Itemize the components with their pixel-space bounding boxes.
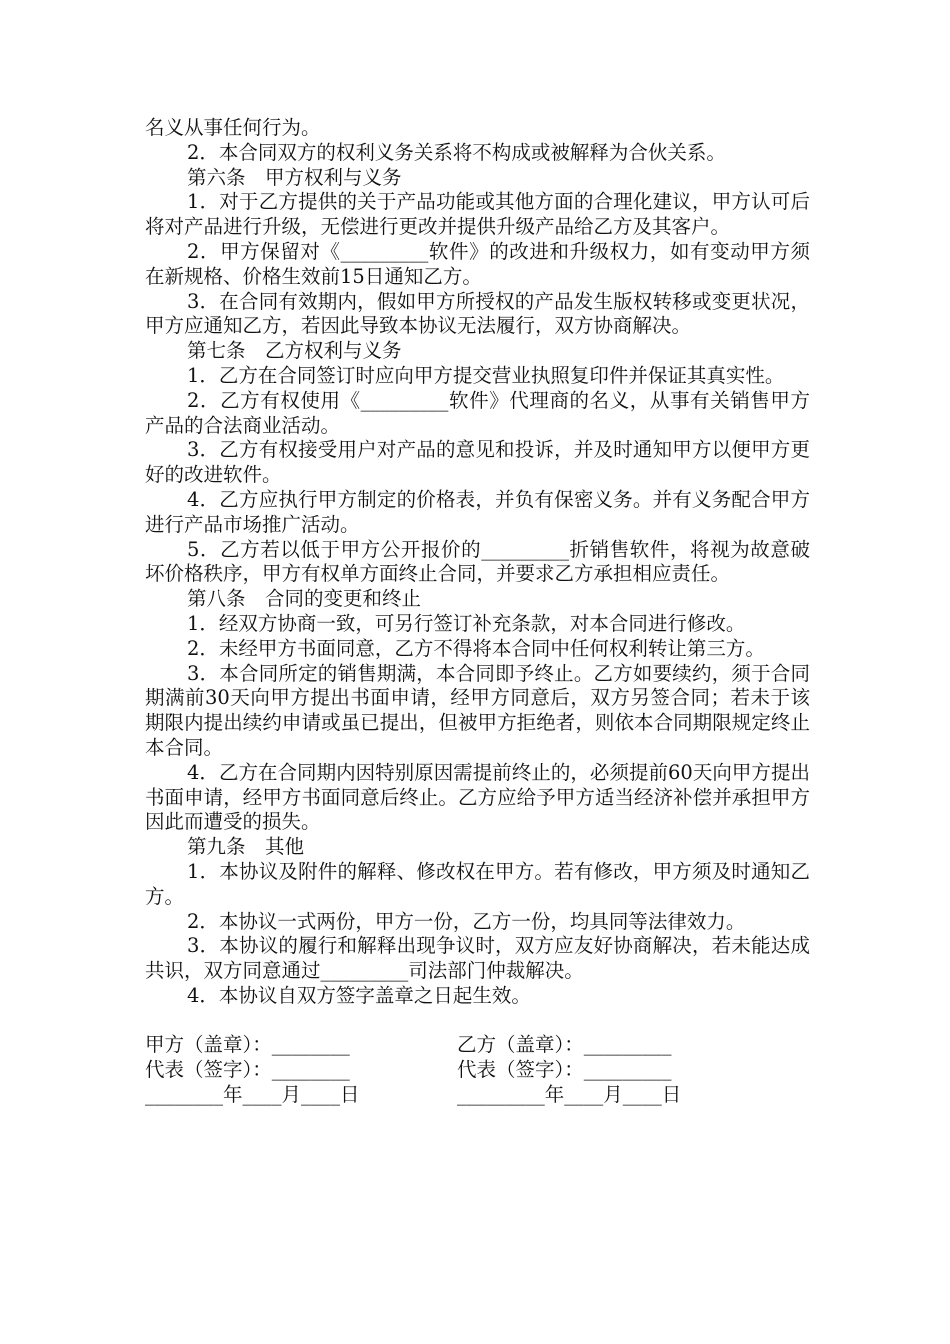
paragraph: 2．甲方保留对《_________软件》的改进和升级权力，如有变动甲方须在新规格、价格生效前15日通知乙方。 [145, 239, 810, 288]
section-heading: 第七条 乙方权利与义务 [187, 339, 402, 363]
section-heading: 第八条 合同的变更和终止 [187, 587, 422, 611]
paragraph: 1．对于乙方提供的关于产品功能或其他方面的合理化建议，甲方认可后将对产品进行升级，无偿进行更改并提供升级产品给乙方及其客户。 [145, 190, 810, 239]
paragraph: 4．乙方在合同期内因特别原因需提前终止的，必须提前60天向甲方提出书面申请，经甲方书面同意后终止。乙方应给予甲方适当经济补偿并承担甲方因此而遭受的损失。 [145, 760, 810, 834]
party-a-representative-line: 代表（签字）：________ [145, 1057, 350, 1081]
paragraph: 4．乙方应执行甲方制定的价格表，并负有保密义务。并有义务配合甲方进行产品市场推广活动。 [145, 487, 810, 536]
party-b-seal-line: 乙方（盖章）：_________ [457, 1032, 672, 1056]
spacer [145, 1009, 810, 1033]
paragraph: 1．本协议及附件的解释、修改权在甲方。若有修改，甲方须及时通知乙方。 [145, 859, 810, 908]
paragraph: 2．本合同双方的权利义务关系将不构成或被解释为合伙关系。 [187, 140, 726, 164]
party-b-representative-line: 代表（签字）：_________ [457, 1057, 672, 1081]
paragraph: 名义从事任何行为。 [145, 116, 321, 139]
signature-block [145, 1033, 810, 1108]
section-heading: 第六条 甲方权利与义务 [187, 165, 402, 189]
paragraph: 4．本协议自双方签字盖章之日起生效。 [187, 983, 531, 1007]
paragraph: 5．乙方若以低于甲方公开报价的_________折销售软件，将视为故意破坏价格秩序，甲方有权单方面终止合同，并要求乙方承担相应责任。 [145, 537, 810, 586]
paragraph: 3．乙方有权接受用户对产品的意见和投诉，并及时通知甲方以便甲方更好的改进软件。 [145, 438, 810, 487]
paragraph: 3．在合同有效期内，假如甲方所授权的产品发生版权转移或变更状况，甲方应通知乙方，若因此导致本协议无法履行，双方协商解决。 [145, 289, 810, 338]
paragraph: 2．本协议一式两份，甲方一份，乙方一份，均具同等法律效力。 [187, 909, 746, 933]
paragraph: 3．本合同所定的销售期满，本合同即予终止。乙方如要续约，须于合同期满前30天向甲方提出书面申请，经甲方同意后，双方另签合同；若未于该期限内提出续约申请或虽已提出，但被甲方拒绝者，则依本合同期限规定终止本合同。 [145, 661, 810, 759]
party-a-seal-line: 甲方（盖章）：________ [145, 1032, 350, 1056]
paragraph: 1．乙方在合同签订时应向甲方提交营业执照复印件并保证其真实性。 [187, 363, 785, 387]
paragraph: 1．经双方协商一致，可另行签订补充条款，对本合同进行修改。 [187, 611, 746, 635]
paragraph: 2．未经甲方书面同意，乙方不得将本合同中任何权利转让第三方。 [187, 636, 765, 660]
contract-page [145, 116, 810, 1108]
section-heading: 第九条 其他 [187, 835, 305, 859]
paragraph: 2．乙方有权使用《_________软件》代理商的名义，从事有关销售甲方产品的合法商业活动。 [145, 388, 810, 437]
party-a-date-line: ________年____月____日 [145, 1082, 360, 1106]
party-b-date-line: _________年____月____日 [457, 1082, 682, 1106]
paragraph: 3．本协议的履行和解释出现争议时，双方应友好协商解决，若未能达成共识，双方同意通过_________司法部门仲裁解决。 [145, 934, 810, 983]
